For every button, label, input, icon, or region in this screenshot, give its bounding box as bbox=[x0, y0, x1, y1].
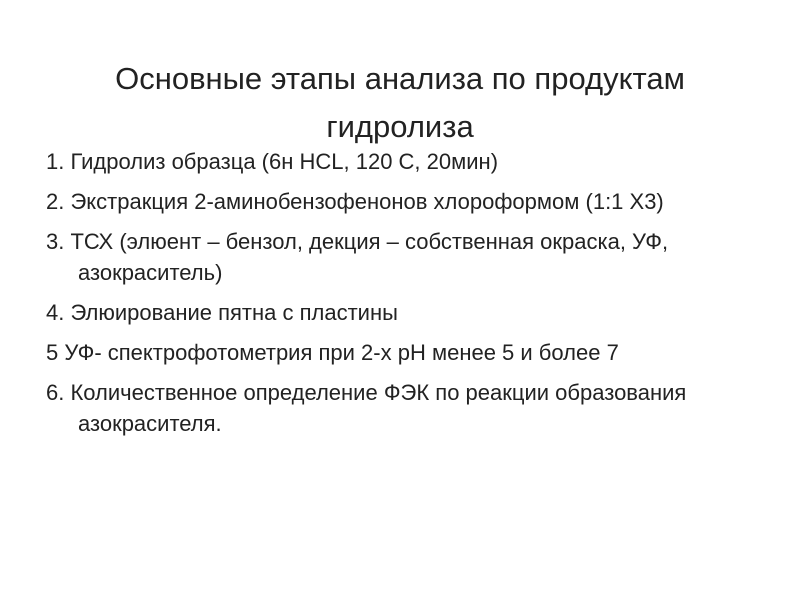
step-item-2: 2. Экстракция 2-аминобензофенонов хлороформом (1:1 Х3) bbox=[46, 189, 664, 214]
step-item-6: 6. Количественное определение ФЭК по реакции образования азокрасителя. bbox=[46, 380, 687, 436]
steps-list bbox=[46, 146, 756, 448]
step-item-3: 3. ТСХ (элюент – бензол, декция – собственная окраска, УФ, азокраситель) bbox=[46, 229, 669, 285]
step-item-1: 1. Гидролиз образца (6н HCL, 120 С, 20мин) bbox=[46, 149, 499, 174]
step-item-4: 4. Элюирование пятна с пластины bbox=[46, 300, 398, 325]
step-item-5: 5 УФ- спектрофотометрия при 2-х рН менее 5 и более 7 bbox=[46, 340, 619, 365]
slide-title: Основные этапы анализа по продуктам гидролиза bbox=[115, 60, 685, 144]
